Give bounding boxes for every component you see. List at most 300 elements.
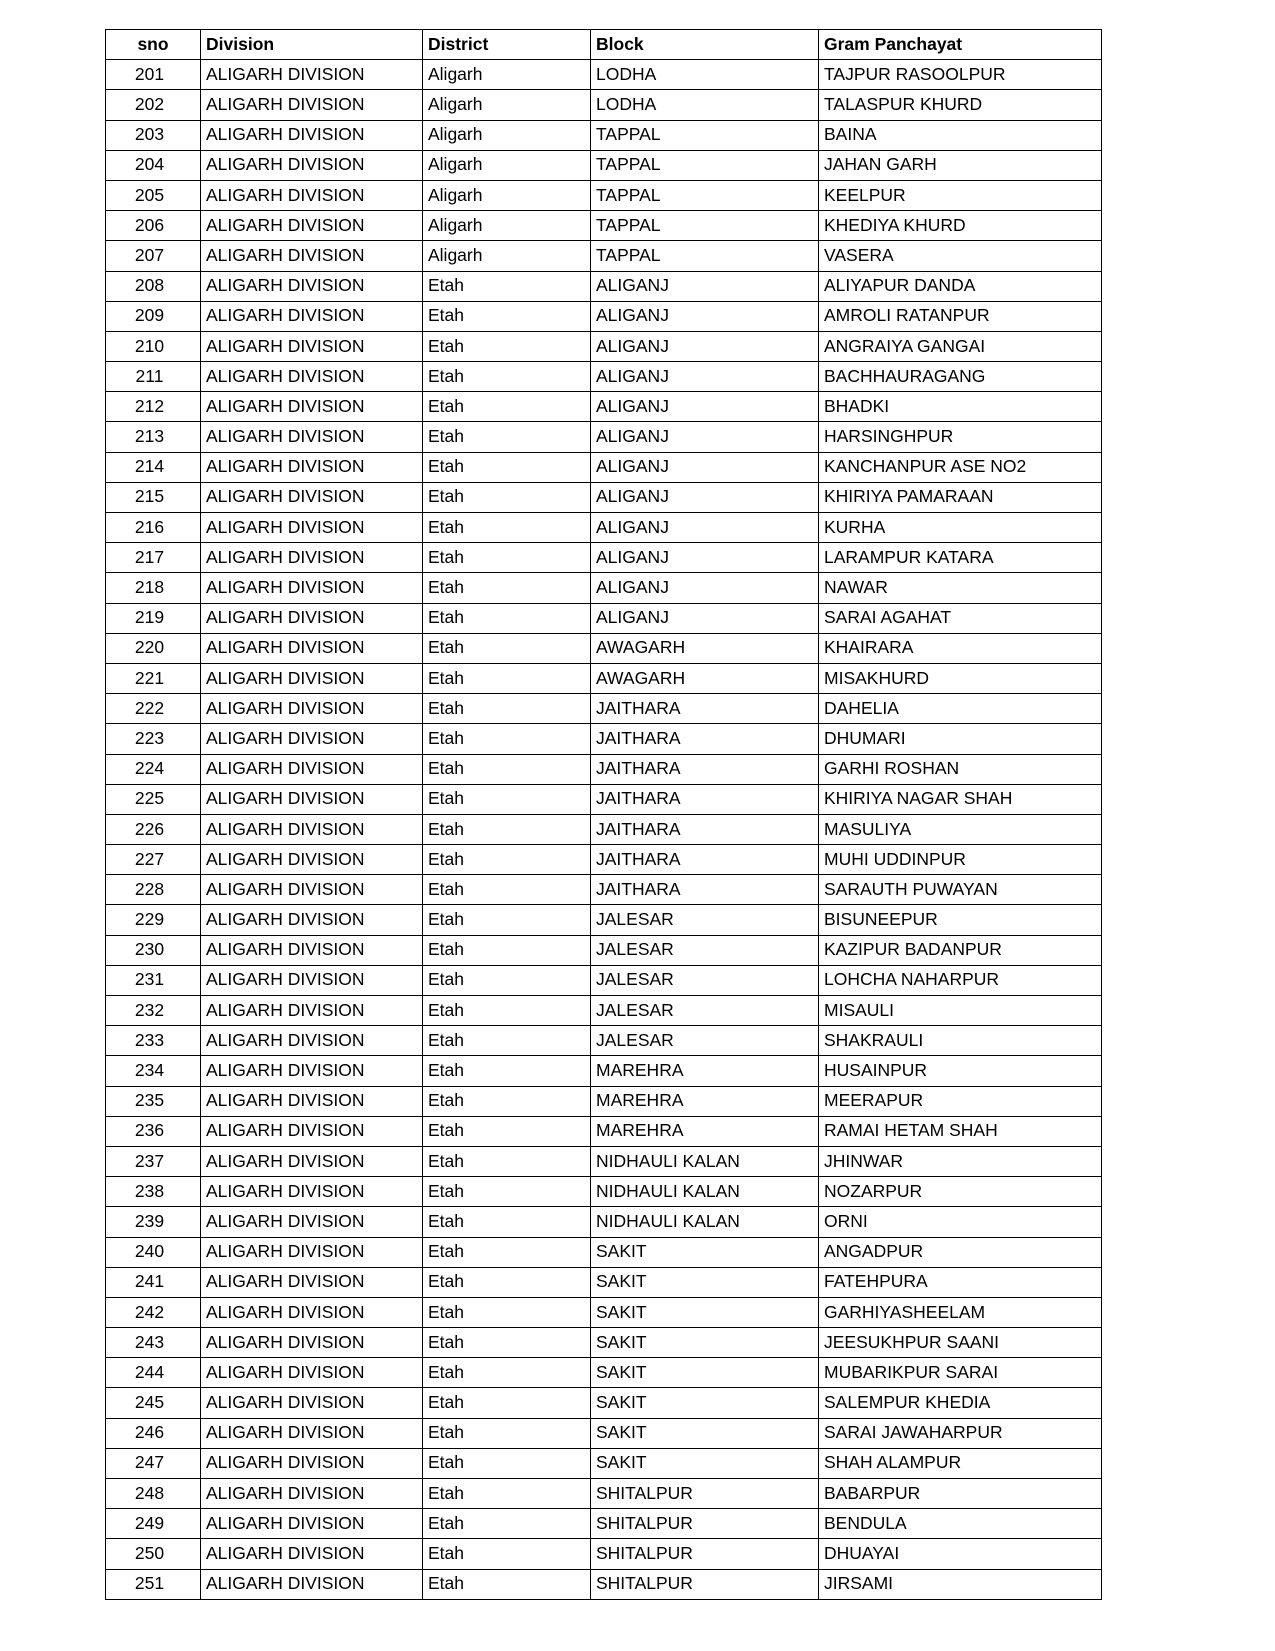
- cell-gp: GARHIYASHEELAM: [819, 1297, 1102, 1327]
- table-row: [106, 694, 1102, 724]
- cell-div: ALIGARH DIVISION: [201, 1237, 423, 1267]
- table-row: [106, 362, 1102, 392]
- cell-div: ALIGARH DIVISION: [201, 1539, 423, 1569]
- cell-block: ALIGANJ: [591, 422, 819, 452]
- table-row: [106, 241, 1102, 271]
- cell-dist: Etah: [423, 663, 591, 693]
- cell-div: ALIGARH DIVISION: [201, 663, 423, 693]
- table-row: [106, 1177, 1102, 1207]
- cell-sno: 250: [106, 1539, 201, 1569]
- cell-gp: KURHA: [819, 513, 1102, 543]
- cell-div: ALIGARH DIVISION: [201, 1509, 423, 1539]
- cell-block: JALESAR: [591, 965, 819, 995]
- cell-sno: 209: [106, 301, 201, 331]
- cell-block: JALESAR: [591, 1026, 819, 1056]
- cell-block: ALIGANJ: [591, 392, 819, 422]
- cell-block: TAPPAL: [591, 180, 819, 210]
- cell-gp: SARAUTH PUWAYAN: [819, 875, 1102, 905]
- cell-sno: 210: [106, 331, 201, 361]
- cell-dist: Etah: [423, 1267, 591, 1297]
- cell-dist: Etah: [423, 965, 591, 995]
- table-row: [106, 633, 1102, 663]
- cell-block: SAKIT: [591, 1328, 819, 1358]
- cell-block: ALIGANJ: [591, 482, 819, 512]
- cell-dist: Aligarh: [423, 60, 591, 90]
- cell-block: SAKIT: [591, 1388, 819, 1418]
- cell-block: JALESAR: [591, 935, 819, 965]
- cell-gp: JAHAN GARH: [819, 150, 1102, 180]
- cell-sno: 235: [106, 1086, 201, 1116]
- cell-sno: 208: [106, 271, 201, 301]
- cell-div: ALIGARH DIVISION: [201, 1388, 423, 1418]
- cell-block: AWAGARH: [591, 663, 819, 693]
- cell-sno: 207: [106, 241, 201, 271]
- table-row: [106, 1267, 1102, 1297]
- cell-sno: 223: [106, 724, 201, 754]
- cell-sno: 242: [106, 1297, 201, 1327]
- cell-block: SAKIT: [591, 1267, 819, 1297]
- cell-gp: LARAMPUR KATARA: [819, 543, 1102, 573]
- cell-dist: Aligarh: [423, 241, 591, 271]
- cell-div: ALIGARH DIVISION: [201, 422, 423, 452]
- table-row: [106, 1146, 1102, 1176]
- cell-div: ALIGARH DIVISION: [201, 1116, 423, 1146]
- cell-gp: TALASPUR KHURD: [819, 90, 1102, 120]
- cell-gp: VASERA: [819, 241, 1102, 271]
- cell-block: SAKIT: [591, 1418, 819, 1448]
- cell-sno: 217: [106, 543, 201, 573]
- cell-sno: 241: [106, 1267, 201, 1297]
- cell-gp: SALEMPUR KHEDIA: [819, 1388, 1102, 1418]
- cell-sno: 236: [106, 1116, 201, 1146]
- table-row: [106, 422, 1102, 452]
- cell-sno: 230: [106, 935, 201, 965]
- cell-dist: Etah: [423, 845, 591, 875]
- cell-dist: Etah: [423, 996, 591, 1026]
- cell-gp: RAMAI HETAM SHAH: [819, 1116, 1102, 1146]
- cell-block: MAREHRA: [591, 1116, 819, 1146]
- cell-sno: 206: [106, 211, 201, 241]
- cell-div: ALIGARH DIVISION: [201, 482, 423, 512]
- cell-block: SAKIT: [591, 1297, 819, 1327]
- cell-div: ALIGARH DIVISION: [201, 1569, 423, 1599]
- cell-gp: NOZARPUR: [819, 1177, 1102, 1207]
- table-row: [106, 513, 1102, 543]
- cell-div: ALIGARH DIVISION: [201, 784, 423, 814]
- cell-div: ALIGARH DIVISION: [201, 1146, 423, 1176]
- cell-div: ALIGARH DIVISION: [201, 1207, 423, 1237]
- cell-div: ALIGARH DIVISION: [201, 362, 423, 392]
- cell-dist: Etah: [423, 814, 591, 844]
- cell-dist: Etah: [423, 905, 591, 935]
- cell-div: ALIGARH DIVISION: [201, 331, 423, 361]
- cell-dist: Etah: [423, 482, 591, 512]
- cell-div: ALIGARH DIVISION: [201, 573, 423, 603]
- cell-gp: JEESUKHPUR SAANI: [819, 1328, 1102, 1358]
- cell-sno: 202: [106, 90, 201, 120]
- table-row: [106, 965, 1102, 995]
- cell-dist: Etah: [423, 724, 591, 754]
- cell-block: ALIGANJ: [591, 543, 819, 573]
- cell-sno: 205: [106, 180, 201, 210]
- gram-panchayat-table: [105, 29, 1102, 1600]
- cell-div: ALIGARH DIVISION: [201, 905, 423, 935]
- cell-div: ALIGARH DIVISION: [201, 1177, 423, 1207]
- cell-gp: KAZIPUR BADANPUR: [819, 935, 1102, 965]
- cell-sno: 218: [106, 573, 201, 603]
- cell-block: SHITALPUR: [591, 1509, 819, 1539]
- cell-div: ALIGARH DIVISION: [201, 120, 423, 150]
- cell-block: JAITHARA: [591, 784, 819, 814]
- cell-dist: Etah: [423, 1207, 591, 1237]
- cell-dist: Etah: [423, 1086, 591, 1116]
- cell-div: ALIGARH DIVISION: [201, 1328, 423, 1358]
- table-row: [106, 603, 1102, 633]
- table-row: [106, 1086, 1102, 1116]
- cell-sno: 225: [106, 784, 201, 814]
- cell-block: JAITHARA: [591, 754, 819, 784]
- cell-gp: JIRSAMI: [819, 1569, 1102, 1599]
- cell-div: ALIGARH DIVISION: [201, 1418, 423, 1448]
- cell-dist: Etah: [423, 573, 591, 603]
- table-row: [106, 1116, 1102, 1146]
- table-row: [106, 1237, 1102, 1267]
- cell-dist: Etah: [423, 301, 591, 331]
- cell-div: ALIGARH DIVISION: [201, 603, 423, 633]
- cell-gp: MEERAPUR: [819, 1086, 1102, 1116]
- cell-div: ALIGARH DIVISION: [201, 996, 423, 1026]
- table-row: [106, 1539, 1102, 1569]
- table-row: [106, 271, 1102, 301]
- cell-div: ALIGARH DIVISION: [201, 452, 423, 482]
- cell-gp: JHINWAR: [819, 1146, 1102, 1176]
- cell-dist: Etah: [423, 1388, 591, 1418]
- table-row: [106, 573, 1102, 603]
- cell-gp: DHUAYAI: [819, 1539, 1102, 1569]
- cell-block: LODHA: [591, 90, 819, 120]
- table-row: [106, 1026, 1102, 1056]
- cell-block: SHITALPUR: [591, 1539, 819, 1569]
- cell-block: LODHA: [591, 60, 819, 90]
- cell-block: SHITALPUR: [591, 1569, 819, 1599]
- cell-sno: 233: [106, 1026, 201, 1056]
- table-row: [106, 1509, 1102, 1539]
- cell-gp: GARHI ROSHAN: [819, 754, 1102, 784]
- cell-sno: 249: [106, 1509, 201, 1539]
- cell-gp: SARAI JAWAHARPUR: [819, 1418, 1102, 1448]
- cell-gp: NAWAR: [819, 573, 1102, 603]
- column-header-dist: District: [423, 30, 591, 60]
- cell-block: JAITHARA: [591, 814, 819, 844]
- cell-block: ALIGANJ: [591, 271, 819, 301]
- cell-sno: 245: [106, 1388, 201, 1418]
- cell-dist: Etah: [423, 392, 591, 422]
- table-row: [106, 1569, 1102, 1599]
- table-row: [106, 784, 1102, 814]
- cell-sno: 224: [106, 754, 201, 784]
- cell-gp: ALIYAPUR DANDA: [819, 271, 1102, 301]
- table-row: [106, 875, 1102, 905]
- cell-sno: 240: [106, 1237, 201, 1267]
- cell-div: ALIGARH DIVISION: [201, 1358, 423, 1388]
- cell-sno: 239: [106, 1207, 201, 1237]
- cell-block: JAITHARA: [591, 845, 819, 875]
- cell-div: ALIGARH DIVISION: [201, 1448, 423, 1478]
- table-row: [106, 845, 1102, 875]
- table-row: [106, 754, 1102, 784]
- cell-gp: KHEDIYA KHURD: [819, 211, 1102, 241]
- table-row: [106, 482, 1102, 512]
- cell-block: JALESAR: [591, 996, 819, 1026]
- cell-dist: Aligarh: [423, 90, 591, 120]
- cell-gp: MASULIYA: [819, 814, 1102, 844]
- cell-sno: 201: [106, 60, 201, 90]
- cell-gp: LOHCHA NAHARPUR: [819, 965, 1102, 995]
- table-row: [106, 543, 1102, 573]
- cell-gp: SARAI AGAHAT: [819, 603, 1102, 633]
- cell-dist: Etah: [423, 513, 591, 543]
- cell-gp: KEELPUR: [819, 180, 1102, 210]
- cell-dist: Etah: [423, 1479, 591, 1509]
- cell-gp: KHAIRARA: [819, 633, 1102, 663]
- cell-dist: Etah: [423, 1539, 591, 1569]
- cell-div: ALIGARH DIVISION: [201, 814, 423, 844]
- cell-dist: Etah: [423, 603, 591, 633]
- cell-div: ALIGARH DIVISION: [201, 845, 423, 875]
- cell-sno: 244: [106, 1358, 201, 1388]
- cell-dist: Etah: [423, 422, 591, 452]
- table-header-row: [106, 30, 1102, 60]
- cell-sno: 211: [106, 362, 201, 392]
- cell-block: AWAGARH: [591, 633, 819, 663]
- column-header-div: Division: [201, 30, 423, 60]
- cell-dist: Etah: [423, 452, 591, 482]
- table-row: [106, 905, 1102, 935]
- table-row: [106, 392, 1102, 422]
- cell-div: ALIGARH DIVISION: [201, 1479, 423, 1509]
- cell-dist: Etah: [423, 271, 591, 301]
- table-row: [106, 331, 1102, 361]
- cell-div: ALIGARH DIVISION: [201, 724, 423, 754]
- cell-gp: ANGRAIYA GANGAI: [819, 331, 1102, 361]
- cell-gp: BAINA: [819, 120, 1102, 150]
- cell-div: ALIGARH DIVISION: [201, 180, 423, 210]
- gram-panchayat-table-container: [105, 29, 1101, 1600]
- cell-block: NIDHAULI KALAN: [591, 1207, 819, 1237]
- cell-div: ALIGARH DIVISION: [201, 241, 423, 271]
- cell-sno: 203: [106, 120, 201, 150]
- cell-block: SAKIT: [591, 1237, 819, 1267]
- cell-dist: Etah: [423, 1056, 591, 1086]
- cell-div: ALIGARH DIVISION: [201, 301, 423, 331]
- cell-div: ALIGARH DIVISION: [201, 1026, 423, 1056]
- cell-dist: Etah: [423, 1297, 591, 1327]
- cell-div: ALIGARH DIVISION: [201, 1086, 423, 1116]
- cell-block: MAREHRA: [591, 1086, 819, 1116]
- cell-div: ALIGARH DIVISION: [201, 935, 423, 965]
- cell-block: ALIGANJ: [591, 513, 819, 543]
- cell-dist: Etah: [423, 1328, 591, 1358]
- cell-gp: BISUNEEPUR: [819, 905, 1102, 935]
- cell-dist: Etah: [423, 1418, 591, 1448]
- cell-sno: 251: [106, 1569, 201, 1599]
- cell-dist: Etah: [423, 1569, 591, 1599]
- table-row: [106, 1328, 1102, 1358]
- table-header: [106, 30, 1102, 60]
- cell-block: JAITHARA: [591, 724, 819, 754]
- cell-sno: 238: [106, 1177, 201, 1207]
- table-row: [106, 1297, 1102, 1327]
- cell-div: ALIGARH DIVISION: [201, 1297, 423, 1327]
- table-row: [106, 724, 1102, 754]
- cell-dist: Etah: [423, 694, 591, 724]
- cell-dist: Aligarh: [423, 211, 591, 241]
- cell-gp: BENDULA: [819, 1509, 1102, 1539]
- table-row: [106, 60, 1102, 90]
- cell-div: ALIGARH DIVISION: [201, 694, 423, 724]
- cell-block: ALIGANJ: [591, 452, 819, 482]
- cell-gp: ANGADPUR: [819, 1237, 1102, 1267]
- cell-sno: 213: [106, 422, 201, 452]
- cell-gp: FATEHPURA: [819, 1267, 1102, 1297]
- cell-div: ALIGARH DIVISION: [201, 754, 423, 784]
- table-row: [106, 1358, 1102, 1388]
- cell-sno: 222: [106, 694, 201, 724]
- cell-dist: Etah: [423, 543, 591, 573]
- cell-gp: HARSINGHPUR: [819, 422, 1102, 452]
- cell-sno: 234: [106, 1056, 201, 1086]
- cell-gp: KHIRIYA PAMARAAN: [819, 482, 1102, 512]
- cell-dist: Etah: [423, 784, 591, 814]
- cell-block: ALIGANJ: [591, 603, 819, 633]
- cell-gp: SHAH ALAMPUR: [819, 1448, 1102, 1478]
- cell-gp: DAHELIA: [819, 694, 1102, 724]
- cell-block: TAPPAL: [591, 241, 819, 271]
- cell-div: ALIGARH DIVISION: [201, 1056, 423, 1086]
- cell-dist: Etah: [423, 633, 591, 663]
- cell-div: ALIGARH DIVISION: [201, 543, 423, 573]
- cell-block: SAKIT: [591, 1448, 819, 1478]
- cell-sno: 215: [106, 482, 201, 512]
- table-row: [106, 1418, 1102, 1448]
- cell-sno: 204: [106, 150, 201, 180]
- cell-dist: Etah: [423, 875, 591, 905]
- cell-block: ALIGANJ: [591, 573, 819, 603]
- cell-dist: Etah: [423, 331, 591, 361]
- cell-block: JALESAR: [591, 905, 819, 935]
- cell-dist: Etah: [423, 754, 591, 784]
- cell-gp: BACHHAURAGANG: [819, 362, 1102, 392]
- cell-div: ALIGARH DIVISION: [201, 271, 423, 301]
- cell-div: ALIGARH DIVISION: [201, 392, 423, 422]
- table-row: [106, 814, 1102, 844]
- cell-dist: Etah: [423, 1237, 591, 1267]
- cell-sno: 228: [106, 875, 201, 905]
- cell-sno: 232: [106, 996, 201, 1026]
- table-row: [106, 150, 1102, 180]
- cell-div: ALIGARH DIVISION: [201, 965, 423, 995]
- cell-dist: Aligarh: [423, 180, 591, 210]
- cell-block: SHITALPUR: [591, 1479, 819, 1509]
- cell-div: ALIGARH DIVISION: [201, 150, 423, 180]
- cell-block: TAPPAL: [591, 150, 819, 180]
- cell-gp: MISAKHURD: [819, 663, 1102, 693]
- cell-dist: Etah: [423, 1358, 591, 1388]
- table-row: [106, 452, 1102, 482]
- cell-div: ALIGARH DIVISION: [201, 1267, 423, 1297]
- column-header-block: Block: [591, 30, 819, 60]
- cell-dist: Etah: [423, 1448, 591, 1478]
- cell-gp: BABARPUR: [819, 1479, 1102, 1509]
- cell-div: ALIGARH DIVISION: [201, 513, 423, 543]
- column-header-gp: Gram Panchayat: [819, 30, 1102, 60]
- cell-gp: ORNI: [819, 1207, 1102, 1237]
- cell-sno: 246: [106, 1418, 201, 1448]
- table-row: [106, 1448, 1102, 1478]
- cell-block: NIDHAULI KALAN: [591, 1177, 819, 1207]
- cell-block: TAPPAL: [591, 211, 819, 241]
- cell-sno: 237: [106, 1146, 201, 1176]
- table-row: [106, 935, 1102, 965]
- cell-sno: 227: [106, 845, 201, 875]
- table-row: [106, 211, 1102, 241]
- table-row: [106, 1207, 1102, 1237]
- table-row: [106, 1388, 1102, 1418]
- cell-sno: 226: [106, 814, 201, 844]
- cell-gp: BHADKI: [819, 392, 1102, 422]
- cell-sno: 231: [106, 965, 201, 995]
- cell-block: TAPPAL: [591, 120, 819, 150]
- cell-sno: 247: [106, 1448, 201, 1478]
- cell-sno: 221: [106, 663, 201, 693]
- cell-sno: 216: [106, 513, 201, 543]
- table-row: [106, 90, 1102, 120]
- cell-gp: MUHI UDDINPUR: [819, 845, 1102, 875]
- cell-block: ALIGANJ: [591, 331, 819, 361]
- cell-dist: Etah: [423, 935, 591, 965]
- cell-div: ALIGARH DIVISION: [201, 211, 423, 241]
- table-row: [106, 996, 1102, 1026]
- cell-block: MAREHRA: [591, 1056, 819, 1086]
- cell-gp: KHIRIYA NAGAR SHAH: [819, 784, 1102, 814]
- cell-dist: Etah: [423, 1146, 591, 1176]
- table-row: [106, 301, 1102, 331]
- cell-gp: DHUMARI: [819, 724, 1102, 754]
- cell-block: SAKIT: [591, 1358, 819, 1388]
- cell-block: JAITHARA: [591, 875, 819, 905]
- column-header-sno: sno: [106, 30, 201, 60]
- cell-sno: 229: [106, 905, 201, 935]
- cell-block: ALIGANJ: [591, 301, 819, 331]
- cell-gp: KANCHANPUR ASE NO2: [819, 452, 1102, 482]
- cell-dist: Etah: [423, 362, 591, 392]
- cell-block: NIDHAULI KALAN: [591, 1146, 819, 1176]
- cell-dist: Etah: [423, 1026, 591, 1056]
- cell-gp: HUSAINPUR: [819, 1056, 1102, 1086]
- table-body: [106, 60, 1102, 1600]
- cell-dist: Etah: [423, 1177, 591, 1207]
- cell-gp: TAJPUR RASOOLPUR: [819, 60, 1102, 90]
- cell-gp: MUBARIKPUR SARAI: [819, 1358, 1102, 1388]
- cell-gp: AMROLI RATANPUR: [819, 301, 1102, 331]
- cell-sno: 220: [106, 633, 201, 663]
- table-row: [106, 663, 1102, 693]
- cell-sno: 219: [106, 603, 201, 633]
- cell-div: ALIGARH DIVISION: [201, 633, 423, 663]
- cell-dist: Etah: [423, 1509, 591, 1539]
- cell-gp: SHAKRAULI: [819, 1026, 1102, 1056]
- cell-div: ALIGARH DIVISION: [201, 90, 423, 120]
